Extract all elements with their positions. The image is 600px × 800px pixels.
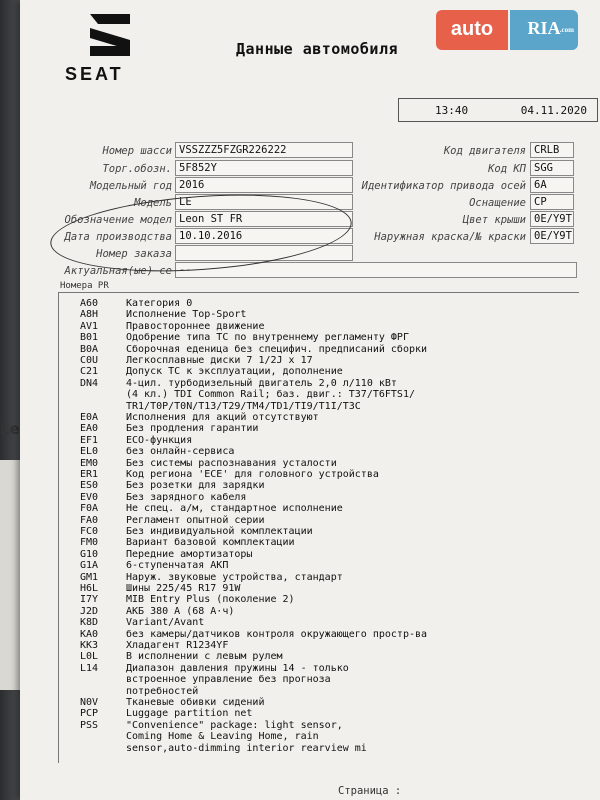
pr-code: DN4 <box>80 377 99 389</box>
pr-description: MIB Entry Plus (поколение 2) <box>126 594 295 606</box>
value-exterior-paint: 0E/Y9T <box>530 228 574 244</box>
pr-code: H6L <box>80 583 99 594</box>
pr-row <box>80 583 240 594</box>
pr-code: B0A <box>80 343 99 355</box>
pr-row <box>80 503 343 514</box>
pr-code: EA0 <box>80 423 99 435</box>
pr-description: Исполнение Top-Sport <box>126 309 247 321</box>
pr-description: Категория 0 <box>126 298 193 309</box>
pr-code: I7Y <box>80 594 99 606</box>
pr-description: Coming Home & Leaving Home, rain <box>126 731 319 743</box>
value-model-name: Leon ST FR <box>175 211 353 227</box>
pr-description: потребностей <box>126 685 199 697</box>
pr-row <box>80 355 313 366</box>
page-title: Данные автомобиля <box>236 40 399 58</box>
pr-description: Диапазон давления пружины 14 - только <box>126 662 349 674</box>
seat-logo-icon <box>80 10 140 60</box>
pr-description: Код региона 'ECE' для головного устройства <box>126 469 379 480</box>
label-equipment: Оснащение <box>469 197 526 209</box>
label-roof-color: Цвет крыши <box>462 214 526 226</box>
pr-row <box>80 720 343 731</box>
pr-row <box>80 321 264 332</box>
pr-code: FM0 <box>80 537 99 549</box>
pr-row <box>80 572 343 583</box>
label-production-date: Дата производства <box>64 231 172 243</box>
pr-description: Без индивидуальной комплектации <box>126 526 313 537</box>
pr-code: FC0 <box>80 526 99 537</box>
label-chassis: Номер шасси <box>102 145 172 157</box>
label-model-name: Обозначение модел <box>64 214 172 226</box>
pr-description: Без розетки для зарядки <box>126 480 265 492</box>
timestamp-box <box>398 98 598 122</box>
pr-description: Без системы распознавания усталости <box>126 457 337 469</box>
pr-row <box>80 743 367 754</box>
pr-code: B01 <box>80 332 99 344</box>
pr-row <box>80 663 349 674</box>
pr-row <box>80 526 313 537</box>
pr-code: C21 <box>80 366 99 378</box>
pr-description: Регламент опытной серии <box>126 514 265 526</box>
pr-row <box>80 389 415 400</box>
pr-description: без камеры/датчиков контроля окружающего простр-ва <box>126 628 428 640</box>
pr-description: встроенное управление без прогноза <box>126 674 331 686</box>
value-engine-code: CRLB <box>530 142 574 158</box>
pr-code: AV1 <box>80 320 99 332</box>
pr-row <box>80 423 258 434</box>
pr-row <box>80 332 409 343</box>
pr-description: Одобрение типа ТС по внутреннему регламенту ФРГ <box>126 332 409 344</box>
pr-description: "Convenience" package: light sensor, <box>126 719 343 731</box>
pr-code: ES0 <box>80 480 99 492</box>
background-paper-fragment-text: Le <box>0 420 20 438</box>
pr-row <box>80 492 246 503</box>
value-equipment: CP <box>530 194 574 210</box>
document-sheet <box>20 0 600 800</box>
autoria-watermark <box>436 10 578 50</box>
pr-code: G10 <box>80 548 99 560</box>
pr-description: без онлайн-сервиса <box>126 446 235 458</box>
value-chassis: VSSZZZ5FZGR226222 <box>175 142 353 158</box>
pr-description: TR1/T0P/T0N/T13/T29/TM4/TD1/TI9/T1I/T3C <box>126 400 361 412</box>
pr-row <box>80 697 264 708</box>
pr-description: В исполнении с левым рулем <box>126 651 283 663</box>
pr-description: АКБ 380 А (68 А·ч) <box>126 605 235 617</box>
page-footer: Страница : <box>338 785 402 797</box>
pr-description: Luggage partition net <box>126 708 253 720</box>
pr-row <box>80 401 361 412</box>
pr-description: sensor,auto-dimming interior rearview mi <box>126 742 367 754</box>
pr-code: E0A <box>80 412 99 423</box>
pr-row <box>80 594 295 605</box>
watermark-auto: auto <box>436 10 508 50</box>
pr-description: Легкосплавные диски 7 1/2J x 17 <box>126 355 313 366</box>
watermark-com-text: .com <box>559 26 574 34</box>
pr-description: Без зарядного кабеля <box>126 491 247 503</box>
pr-code: KK3 <box>80 640 99 651</box>
pr-description: Тканевые обивки сидений <box>126 697 265 708</box>
label-current-series: Актуальная(ые) се <box>64 265 172 277</box>
pr-row <box>80 560 228 571</box>
pr-description: Передние амортизаторы <box>126 548 253 560</box>
pr-code: EL0 <box>80 446 99 458</box>
value-current-series: -- <box>175 262 577 278</box>
print-time: 13:40 <box>435 104 469 117</box>
pr-code: PSS <box>80 719 99 731</box>
pr-description: 6-ступенчатая АКП <box>126 560 229 572</box>
pr-description: Шины 225/45 R17 91W <box>126 583 241 594</box>
pr-heading: Номера PR <box>60 281 109 291</box>
pr-row <box>80 412 319 423</box>
pr-row <box>80 458 337 469</box>
pr-code: PCP <box>80 708 99 720</box>
pr-description: ECO-функция <box>126 434 193 446</box>
pr-description: Не спец. а/м, стандартное исполнение <box>126 503 343 515</box>
pr-code: GM1 <box>80 571 99 583</box>
pr-row <box>80 549 252 560</box>
pr-description: 4-цил. турбодизельный двигатель 2,0 л/110 кВт <box>126 377 397 389</box>
pr-row <box>80 309 246 320</box>
pr-code: L14 <box>80 662 99 674</box>
pr-description: (4 кл.) TDI Common Rail; баз. двиг.: T37/T6FTS1/ <box>126 389 415 401</box>
brand-name: SEAT <box>65 64 124 84</box>
pr-description: Хладагент R1234YF <box>126 640 229 651</box>
pr-row <box>80 446 234 457</box>
pr-code: G1A <box>80 560 99 572</box>
pr-row <box>80 469 379 480</box>
value-model: LE <box>175 194 353 210</box>
pr-code: ER1 <box>80 469 99 480</box>
pr-row <box>80 651 283 662</box>
value-gearbox-code: SGG <box>530 160 574 176</box>
pr-code: N0V <box>80 697 99 708</box>
pr-row <box>80 366 343 377</box>
pr-code: KA0 <box>80 628 99 640</box>
pr-code: A8H <box>80 309 99 321</box>
pr-description: Правостороннее движение <box>126 320 265 332</box>
print-date: 04.11.2020 <box>520 104 587 117</box>
value-production-date: 10.10.2016 <box>175 228 353 244</box>
pr-row <box>80 686 198 697</box>
pr-row <box>80 640 228 651</box>
pr-description: Наруж. звуковые устройства, стандарт <box>126 571 343 583</box>
value-drive-id: 6A <box>530 177 574 193</box>
label-gearbox-code: Код КП <box>488 163 526 175</box>
pr-description: Допуск ТС к эксплуатации, дополнение <box>126 366 343 378</box>
pr-row <box>80 617 204 628</box>
pr-row <box>80 480 264 491</box>
pr-code: A60 <box>80 298 99 309</box>
pr-code: EV0 <box>80 491 99 503</box>
pr-code: F0A <box>80 503 99 515</box>
pr-code: EF1 <box>80 434 99 446</box>
pr-description: Variant/Avant <box>126 617 205 629</box>
label-trade-code: Торг.обозн. <box>102 163 172 175</box>
pr-code: FA0 <box>80 514 99 526</box>
pr-code: J2D <box>80 605 99 617</box>
label-drive-id: Идентификатор привода осей <box>361 180 526 192</box>
pr-code: K8D <box>80 617 99 629</box>
pr-description: Сборочная еденица без специфич. предписаний сборки <box>126 343 428 355</box>
pr-description: Исполнения для акций отсутствуют <box>126 412 319 423</box>
pr-row <box>80 731 319 742</box>
value-model-year: 2016 <box>175 177 353 193</box>
label-exterior-paint: Наружная краска/№ краски <box>374 231 526 243</box>
label-model: Модель <box>134 197 172 209</box>
pr-row <box>80 537 295 548</box>
value-roof-color: 0E/Y9T <box>530 211 574 227</box>
pr-row <box>80 515 264 526</box>
pr-row <box>80 344 427 355</box>
pr-row <box>80 378 397 389</box>
label-model-year: Модельный год <box>89 180 172 192</box>
pr-row <box>80 298 192 309</box>
pr-row <box>80 606 234 617</box>
pr-description: Без продления гарантии <box>126 423 259 435</box>
pr-row <box>80 629 427 640</box>
pr-code: L0L <box>80 651 99 663</box>
pr-code: C0U <box>80 355 99 366</box>
pr-code: EM0 <box>80 457 99 469</box>
pr-description: Вариант базовой комплектации <box>126 537 295 549</box>
value-trade-code: 5F852Y <box>175 160 353 176</box>
pr-row <box>80 674 331 685</box>
watermark-ria-text: RIA <box>527 18 561 38</box>
label-order-number: Номер заказа <box>96 248 172 260</box>
pr-row <box>80 708 252 719</box>
pr-row <box>80 435 192 446</box>
label-engine-code: Код двигателя <box>443 145 526 157</box>
watermark-ria <box>510 10 578 50</box>
